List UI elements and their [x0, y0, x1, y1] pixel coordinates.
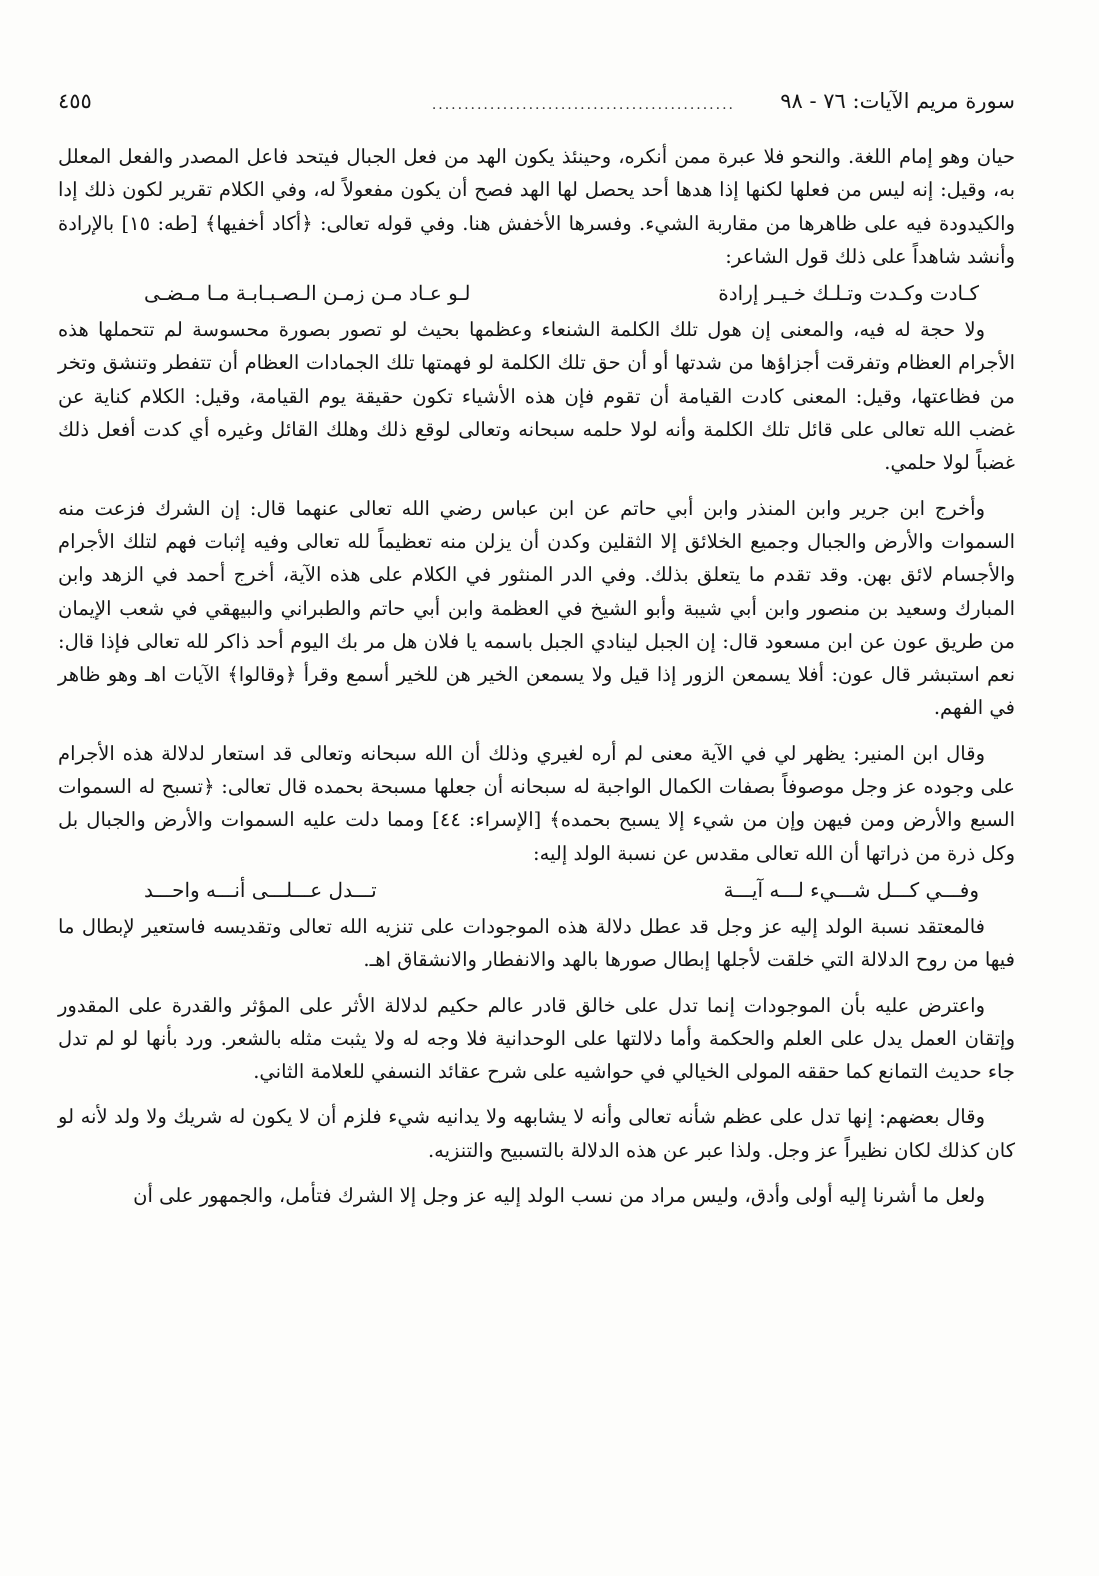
paragraph: وقال ابن المنير: يظهر لي في الآية معنى لم أره لغيري وذلك أن الله سبحانه وتعالى قد استعار لدلالة هذه الأجرام على وجوده عز وجل موصوفاً بصفات الكمال الواجبة له سبحانه أن جعلها مسبحة بحمده قال تعالى: ﴿تسبح له السموات السبع والأرض ومن فيهن وإن من شيء إلا يسبح بحمده﴾ [الإسراء: ٤٤] ومما دلت عليه السموات والأرض والجبال بل وكل ذرة من ذراتها أن الله تعالى مقدس عن نسبة الولد إليه: [58, 741, 1016, 865]
paragraph: وقال بعضهم: إنها تدل على عظم شأنه تعالى وأنه لا يشابهه ولا يدانيه شيء فلزم أن لا يكون له شريك ولا ولد لأنه لو كان كذلك لكان نظيراً عز وجل. ولذا عبر عن هذه الدلالة بالتسبيح والتنزيه. [58, 1105, 1015, 1162]
paragraph: حيان وهو إمام اللغة. والنحو فلا عبرة ممن أنكره، وحينئذ يكون الهد من فعل الجبال فيتحد فاعل المصدر والفعل المعلل به، وقيل: إنه ليس من فعلها لكنها إذا هدها أحد يحصل لها الهد فصح أن يكون مفعولاً له، وفي الكلام تقرير لكون ذلك إدا والكيدودة فيه على ظاهرها من مقاربة الشيء. وفسرها الأخفش هنا. وفي قوله تعالى: ﴿أكاد أخفيها﴾ [طه: ١٥] بالإرادة وأنشد شاهداً على ذلك قول الشاعر: [58, 145, 1015, 268]
header-dot-leader: ............................................... [431, 97, 735, 113]
verse-hemistich-first: وفـــي كـــل شـــيء لـــه آيـــة [723, 877, 979, 902]
paragraph: ولعل ما أشرنا إليه أولى وأدق، وليس مراد من نسب الولد إليه عز وجل إلا الشرك فتأمل، والجمهور على أن [133, 1184, 985, 1208]
verse-hemistich-first: كـادت وكـدت وتـلـك خـيـر إرادة [718, 281, 979, 306]
page-number: ٤٥٥ [58, 89, 92, 113]
verse-hemistich-second: لـو عـاد مـن زمـن الـصـبـابـة مـا مـضـى [144, 281, 471, 306]
paragraph: فالمعتقد نسبة الولد إليه عز وجل قد عطل دلالة هذه الموجودات على تنزيه الله تعالى وتقديسه فاستعير لإبطال ما فيها من روح الدلالة التي خلقت لأجلها إبطال صورها بالهد والانفطار والانشقاق اهـ. [58, 914, 1015, 972]
verse-hemistich-second: تـــدل عـــلـــى أنـــه واحـــد [144, 877, 377, 902]
paragraph: واعترض عليه بأن الموجودات إنما تدل على خالق قادر عالم حكيم لدلالة الأثر على المؤثر والقدرة على المقدور وإتقان العمل يدل على العلم والحكمة وأما دلالتها على الوحدانية فلا وجه له ولا يثبت مثله بالشعر. ورد بأنها لو لم تدل جاء حديث التمانع كما حققه المولى الخيالي في حواشيه على شرح عقائد النسفي للعلامة الثاني. [58, 993, 1015, 1084]
poetry-verse [58, 874, 1015, 908]
chapter-title: سورة مريم الآيات: ٧٦ - ٩٨ [780, 89, 1015, 113]
poetry-verse [58, 277, 1015, 311]
page-body [58, 140, 1015, 1212]
paragraph: وأخرج ابن جرير وابن المنذر وابن أبي حاتم عن ابن عباس رضي الله تعالى عنهما قال: إن الشرك فزعت منه السموات والأرض والجبال وجميع الخلائق إلا الثقلين وكدن أن يزلن منه تعظيماً لله تعالى وفيه إثبات فهم لتلك الأجرام والأجسام لائق بهن. وقد تقدم ما يتعلق بذلك. وفي الدر المنثور في الكلام على هذه الآية، أخرج أحمد في الزهد وابن المبارك وسعيد بن منصور وابن أبي شيبة وأبو الشيخ في العظمة وابن أبي حاتم والطبراني والبيهقي في شعب الإيمان من طريق عون عن ابن مسعود قال: إن الجبل لينادي الجبل باسمه يا فلان هل مر بك اليوم أحد ذاكر لله تعالى فإذا قال: نعم استبشر قال عون: أفلا يسمعن الزور إذا قيل ولا يسمعن الخير هن للخير أسمع وقرأ ﴿وقالوا﴾ الآيات اهـ وهو ظاهر في الفهم. [58, 496, 1015, 720]
paragraph: ولا حجة له فيه، والمعنى إن هول تلك الكلمة الشنعاء وعظمها بحيث لو تصور بصورة محسوسة لم تتحملها هذه الأجرام العظام وتفرقت أجزاؤها من شدتها أو أن حق تلك الكلمة لو فهمتها تلك الجمادات العظام أن تتفطر وتنشق وتخر من فظاعتها، وقيل: المعنى كادت القيامة أن تقوم فإن هذه الأشياء تكون حقيقة يوم القيامة، وقيل: الكلام كناية عن غضب الله تعالى على قائل تلك الكلمة وأنه لولا حلمه سبحانه وتعالى لوقع ذلك وهلك القائل وغيره أي كدت أفعل ذلك غضباً لولا حلمي. [58, 318, 1015, 475]
page-header [58, 86, 1015, 116]
